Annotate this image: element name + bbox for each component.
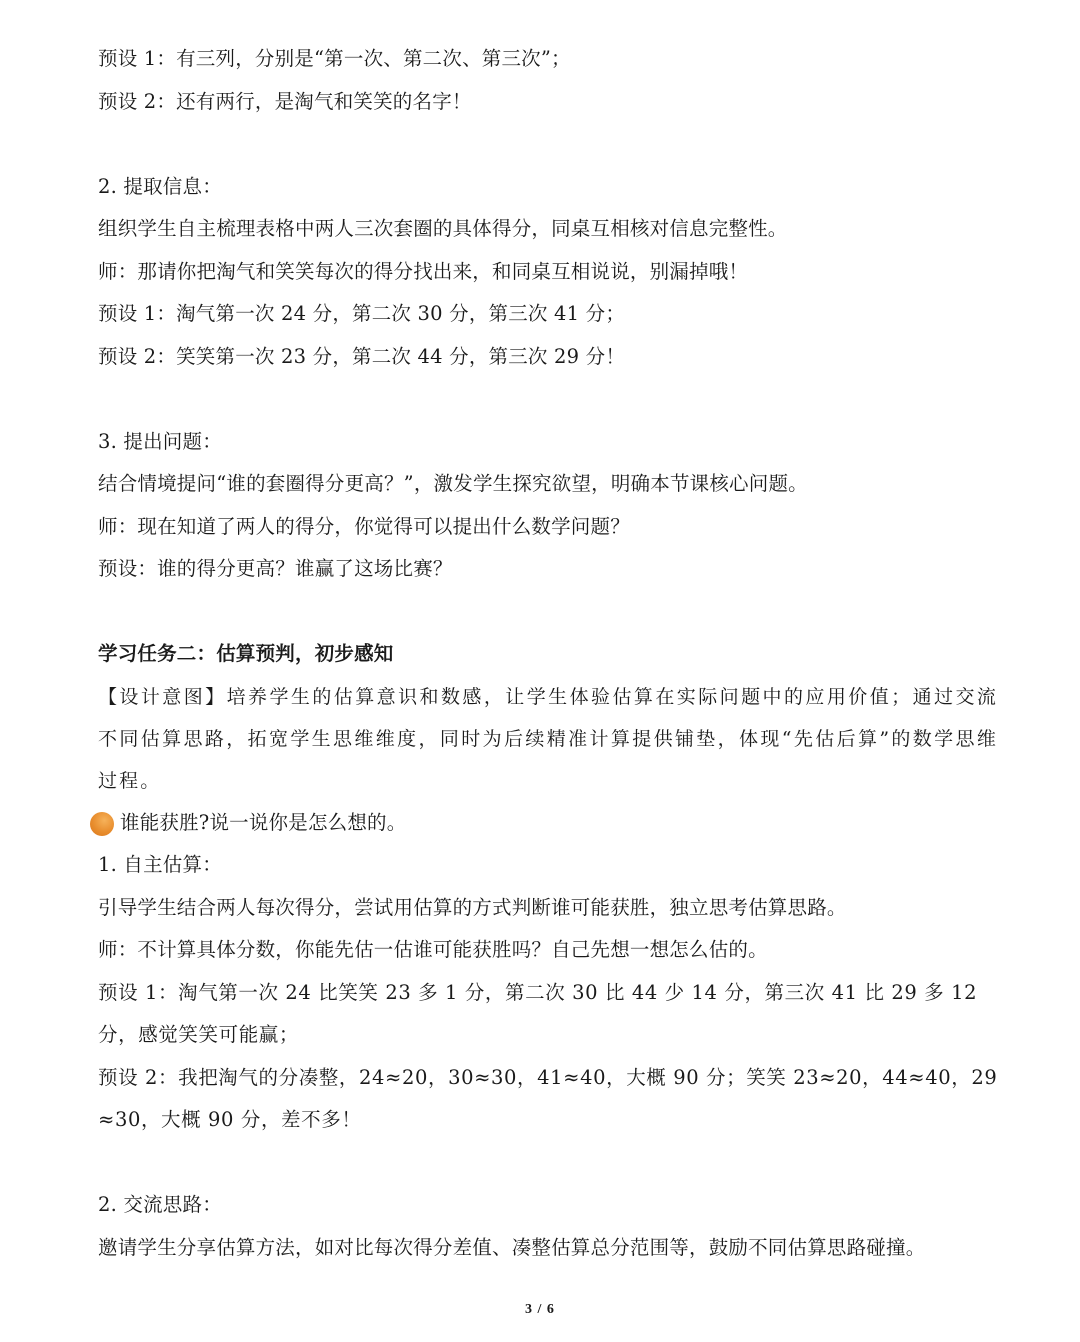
- preset-2-rows: 预设 2：还有两行，是淘气和笑笑的名字！: [98, 89, 472, 113]
- teacher-prompt-scores: 师：那请你把淘气和笑笑每次的得分找出来，和同桌互相说说，别漏掉哦！: [98, 259, 749, 283]
- page-number: 3 / 6: [525, 1302, 555, 1317]
- step-extract-info-desc: 组织学生自主梳理表格中两人三次套圈的具体得分，同桌互相核对信息完整性。: [98, 217, 788, 240]
- preset-2-xiaoxiao-scores: 预设 2：笑笑第一次 23 分，第二次 44 分，第三次 29 分！: [98, 344, 626, 368]
- step-ask-question-title: 3. 提出问题：: [98, 429, 222, 453]
- document-page: [98, 38, 998, 1269]
- step-share-title: 2. 交流思路：: [98, 1193, 222, 1216]
- question-text: 谁能获胜?说一说你是怎么想的。: [120, 810, 407, 834]
- question-row: [98, 802, 998, 845]
- preset-2-round: 预设 2：我把淘气的分凑整，24≈20，30≈30，41≈40，大概 90 分；笑笑 23≈20，44≈40，29≈30，大概 90 分，差不多！: [98, 1065, 998, 1131]
- preset-1-taoqi-scores: 预设 1：淘气第一次 24 分，第二次 30 分，第三次 41 分；: [98, 302, 626, 325]
- step-share-desc: 邀请学生分享估算方法，如对比每次得分差值、凑整估算总分范围等，鼓励不同估算思路碰撞。: [98, 1235, 926, 1259]
- spacer: [98, 591, 998, 634]
- step-estimate-title: 1. 自主估算：: [98, 853, 222, 876]
- design-intent: 【设计意图】培养学生的估算意识和数感，让学生体验估算在实际问题中的应用价值；通过交流不同估算思路，拓宽学生思维维度，同时为后续精准计算提供铺垫，体现“先估后算”的数学思维过程。: [98, 685, 998, 792]
- spacer: [98, 1142, 998, 1185]
- preset-1-columns: 预设 1：有三列，分别是“第一次、第二次、第三次”；: [98, 47, 571, 70]
- spacer: [98, 378, 998, 421]
- task-2-heading: 学习任务二：估算预判，初步感知: [98, 642, 394, 665]
- orange-dot-icon: [90, 812, 114, 836]
- step-extract-info-title: 2. 提取信息：: [98, 174, 222, 198]
- preset-1-compare: 预设 1：淘气第一次 24 比笑笑 23 多 1 分，第二次 30 比 44 少 14 分，第三次 41 比 29 多 12 分，感觉笑笑可能赢；: [98, 980, 978, 1046]
- step-ask-question-desc: 结合情境提问“谁的套圈得分更高？”，激发学生探究欲望，明确本节课核心问题。: [98, 472, 808, 495]
- teacher-prompt-estimate: 师：不计算具体分数，你能先估一估谁可能获胜吗？自己先想一想怎么估的。: [98, 938, 768, 961]
- preset-question: 预设：谁的得分更高？谁赢了这场比赛？: [98, 557, 453, 580]
- step-estimate-desc: 引导学生结合两人每次得分，尝试用估算的方式判断谁可能获胜，独立思考估算思路。: [98, 895, 847, 919]
- teacher-prompt-question: 师：现在知道了两人的得分，你觉得可以提出什么数学问题？: [98, 514, 630, 538]
- spacer: [98, 123, 998, 166]
